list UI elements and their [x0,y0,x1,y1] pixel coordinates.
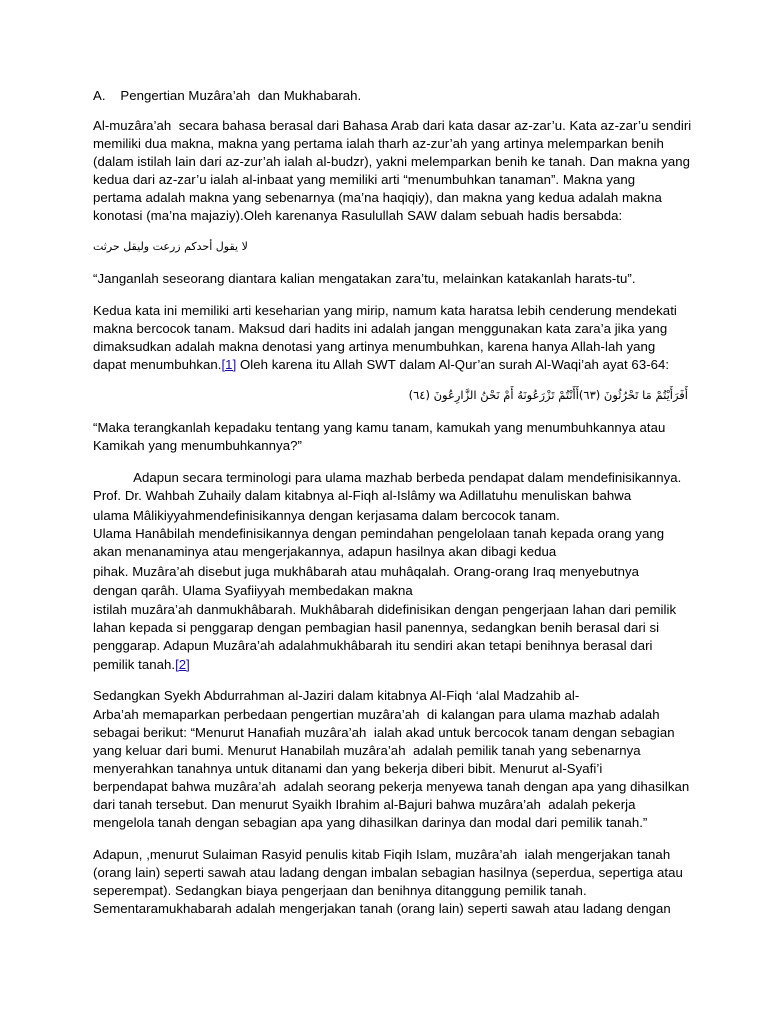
paragraph-2-line [93,356,669,374]
paragraph-4-line: Sedangkan Syekh Abdurrahman al-Jaziri dalam kitabnya Al-Fiqh ‘alal Madzahib al- [93,688,580,703]
paragraph-1-line: kedua dari az-zar’u ialah al-inbaat yang memiliki arti “menumbuhkan tanaman”. Makna yang [93,172,636,187]
footnote-link-1[interactable]: [1] [221,357,237,372]
paragraph-4-line: sebagai berikut: “Menurut Hanafiah muzâra’ah ialah akad untuk bercocok tanam dengan sebagian [93,725,675,740]
paragraph-5-line: (orang lain) seperti sawah atau ladang dengan imbalan sebagian hasilnya (seperdua, sepertiga atau [93,865,683,880]
paragraph-4-line: mengelola tanah dengan sebagian apa yang dihasilkan darinya dan modal dari pemilik tanah.” [93,815,648,830]
paragraph-2-line: Kedua kata ini memiliki arti keseharian yang mirip, namum kata haratsa lebih cenderung mendekati [93,303,677,318]
paragraph-3-line: akan menanaminya atau mengerjakannya, adapun hasilnya akan dibagi kedua [93,544,557,559]
paragraph-3-text: pemilik tanah. [93,657,176,672]
hadith-translation: “Janganlah seseorang diantara kalian mengatakan zara’tu, melainkan katakanlah harats-tu”. [93,271,636,286]
paragraph-5-line: Adapun, ,menurut Sulaiman Rasyid penulis kitab Fiqih Islam, muzâra’ah ialah mengerjakan tanah [93,847,671,862]
paragraph-3-line: Ulama Hanâbilah mendefinisikannya dengan pemindahan pengelolaan tanah kepada orang yang [93,526,665,541]
paragraph-4-line: berpendapat bahwa muzâra’ah adalah seorang pekerja menyewa tanah dengan apa yang dihasilkan [93,779,690,794]
paragraph-2-text: dapat menumbuhkan. [93,357,222,372]
paragraph-1-line: (dalam istilah lain dari az-zur’ah ialah al-budzr), yakni melemparkan benih ke tanah. Dan makna yang [93,154,691,169]
footnote-link-2[interactable]: [2] [175,657,190,672]
paragraph-3-line: Prof. Dr. Wahbah Zuhaily dalam kitabnya al-Fiqh al-Islâmy wa Adillatuhu menuliskan bahwa [93,488,632,503]
paragraph-3-line: istilah muzâra’ah danmukhâbarah. Mukhâbarah didefinisikan dengan pengerjaan lahan dari pemilik [93,602,677,617]
paragraph-1-line: pertama adalah makna yang sebenarnya (ma’na haqiqiy), dan makna yang kedua adalah makna [93,190,662,205]
paragraph-1-line: memiliki dua makna, makna yang pertama ialah tharh az-zur’ah yang artinya melemparkan benih [93,136,664,151]
arabic-verse: أَفَرَأَيْتُمْ مَا تَحْرُثُونَ (٦٣)أَأَنْتُمْ تَزْرَعُونَهُ أَمْ نَحْنُ الزَّارِعُونَ (٦٤) [408,388,688,402]
paragraph-4-line: dari tanah tersebut. Dan menurut Syaikh Ibrahim al-Bajuri bahwa muzâra’ah adalah pekerja [93,797,636,812]
paragraph-2-line: makna bercocok tanam. Maksud dari hadits ini adalah jangan menggunakan kata zara’a jika yang [93,321,668,336]
paragraph-4-line: menyerahkan tanahnya untuk ditanami dan yang bekerja diberi bibit. Menurut al-Syafi’i [93,761,603,776]
paragraph-2-line: dimaksudkan adalah makna denotasi yang artinya menumbuhkan, karena hanya Allah-lah yang [93,339,656,354]
paragraph-3-line: ulama Mâlikiyyahmendefinisikannya dengan kerjasama dalam bercocok tanam. [93,508,560,523]
paragraph-3-line: penggarap. Adapun Muzâra’ah adalahmukhâbarah itu sendiri akan tetapi benihnya berasal dari [93,638,653,653]
section-heading: A. Pengertian Muzâra’ah dan Mukhabarah. [93,88,362,103]
arabic-hadith: لا يقول أحدكم زرعت وليقل حرثت [93,240,248,253]
paragraph-5-line: seperempat). Sedangkan biaya pengerjaan dan benihnya ditanggung pemilik tanah. [93,883,587,898]
paragraph-3-line: pihak. Muzâra’ah disebut juga mukhâbarah atau muhâqalah. Orang-orang Iraq menyebutnya [93,564,640,579]
paragraph-1-line: Al-muzâra’ah secara bahasa berasal dari Bahasa Arab dari kata dasar az-zar’u. Kata az-zar’u sendiri [93,118,692,133]
paragraph-4-line: Arba’ah memaparkan perbedaan pengertian muzâra’ah di kalangan para ulama mazhab adalah [93,707,660,722]
paragraph-3-line: dengan qarâh. Ulama Syafiiyyah membedakan makna [93,583,413,598]
paragraph-1-line: konotasi (ma’na majaziy).Oleh karenanya Rasulullah SAW dalam sebuah hadis bersabda: [93,208,623,223]
paragraph-2-text: Oleh karena itu Allah SWT dalam Al-Qur’an surah Al-Waqi’ah ayat 63-64: [236,357,670,372]
verse-translation-line: “Maka terangkanlah kepadaku tentang yang kamu tanam, kamukah yang menumbuhkannya atau [93,420,666,435]
verse-translation-line: Kamikah yang menumbuhkannya?” [93,438,302,453]
paragraph-4-line: yang keluar dari bumi. Menurut Hanabilah muzâra’ah adalah pemilik tanah yang sebenarnya [93,743,641,758]
paragraph-3-line [93,656,190,674]
paragraph-3-line: lahan kepada si penggarap dengan pembagian hasil panennya, sedangkan benih berasal dari si [93,620,660,635]
paragraph-3-line: Adapun secara terminologi para ulama mazhab berbeda pendapat dalam mendefinisikannya. [93,470,682,485]
paragraph-5-line: Sementaramukhabarah adalah mengerjakan tanah (orang lain) seperti sawah atau ladang dengan [93,901,671,916]
